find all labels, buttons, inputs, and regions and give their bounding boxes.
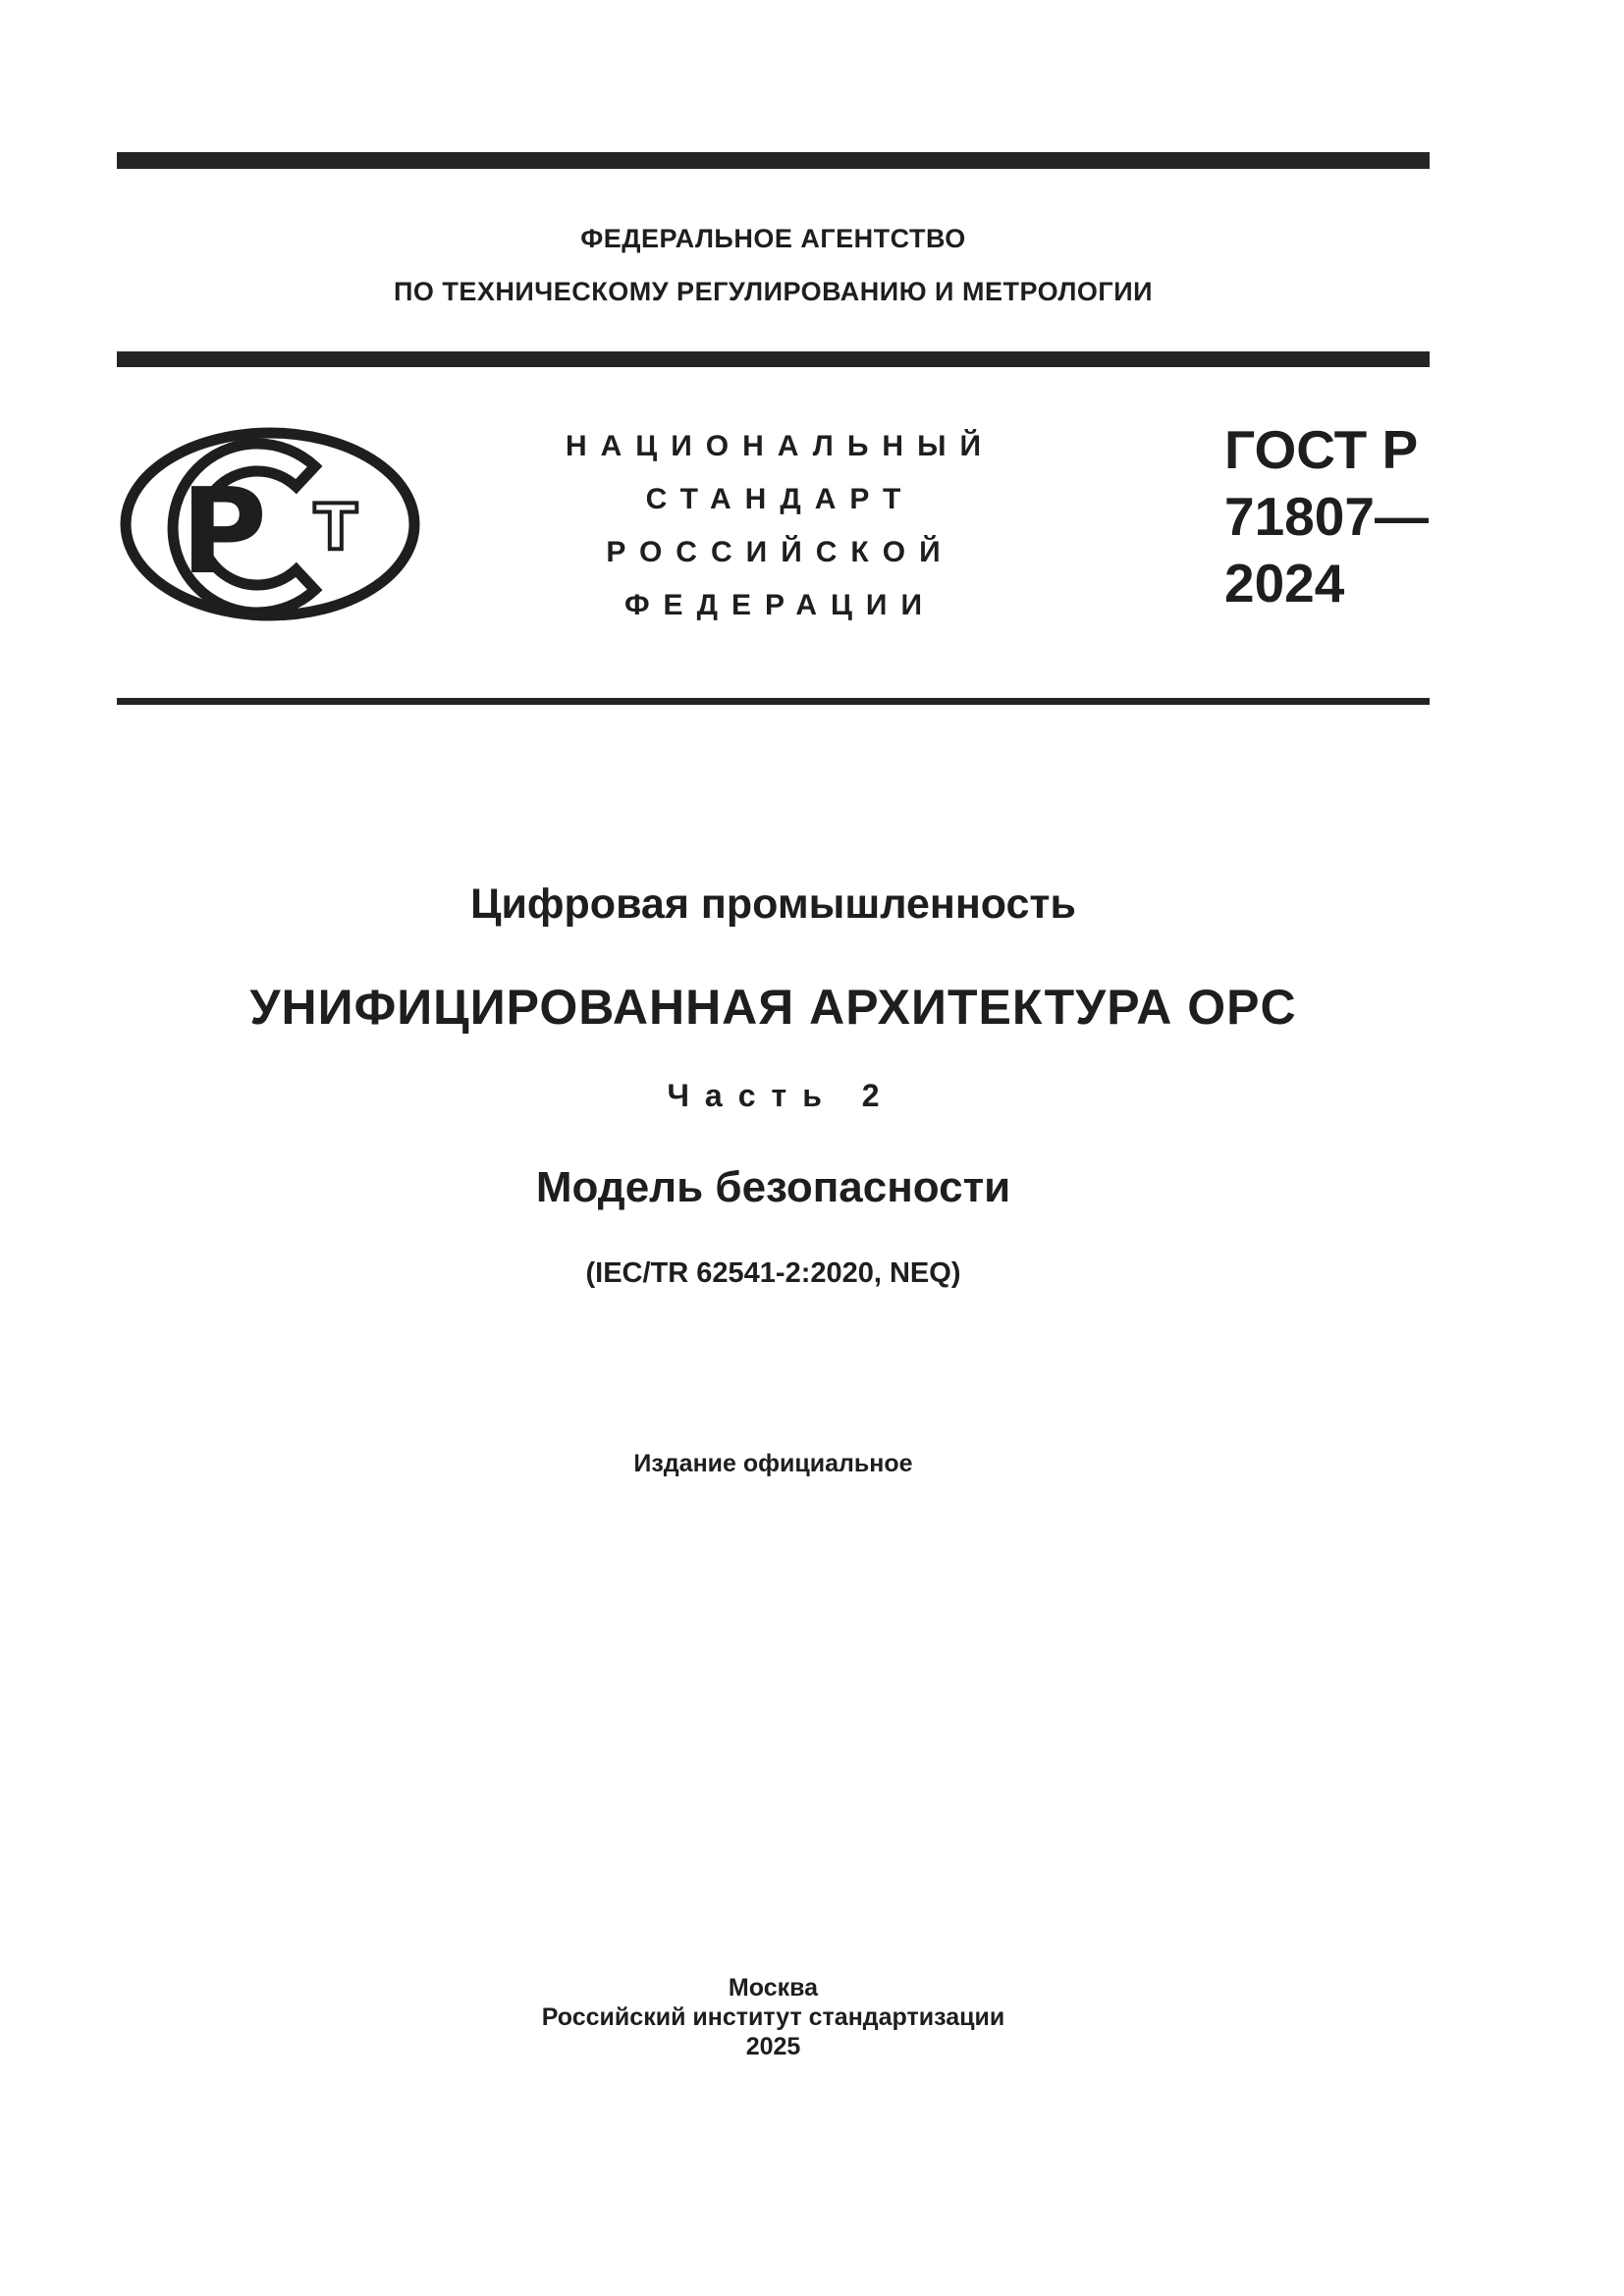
designation-line: 71807— [1224,486,1429,547]
imprint [117,1973,1430,2061]
std-label-line: НАЦИОНАЛЬНЫЙ [565,430,996,462]
rst-letter-t: Т [314,492,357,564]
standard-subtitle: Модель безопасности [535,1163,1011,1211]
section-rule [117,698,1430,705]
imprint-publisher: Российский институт стандартизации [541,2003,1005,2031]
imprint-year: 2025 [745,2033,801,2060]
standard-subject: Цифровая промышленность [470,881,1076,928]
imprint-city: Москва [728,1974,819,2002]
standard-designation [1224,416,1429,616]
agency-name-line2: ПО ТЕХНИЧЕСКОМУ РЕГУЛИРОВАНИЮ И МЕТРОЛОГИИ [393,277,1154,306]
designation-line: ГОСТ Р [1224,419,1419,480]
agency-name-line1: ФЕДЕРАЛЬНОЕ АГЕНТСТВО [580,224,966,253]
standard-part: Часть 2 [667,1078,895,1113]
rst-letter-p: Р [181,464,267,601]
header-rule [117,351,1430,367]
designation-line: 2024 [1224,553,1345,614]
std-label-line: ФЕДЕРАЦИИ [623,589,937,621]
top-rule [117,152,1430,169]
international-reference: (IEC/TR 62541-2:2020, NEQ) [585,1257,961,1289]
standard-main-title: УНИФИЦИРОВАННАЯ АРХИТЕКТУРА OPC [249,980,1297,1035]
std-label-line: СТАНДАРТ [645,483,915,515]
official-edition-note: Издание официальное [633,1450,913,1477]
std-label-line: РОССИЙСКОЙ [606,536,954,568]
